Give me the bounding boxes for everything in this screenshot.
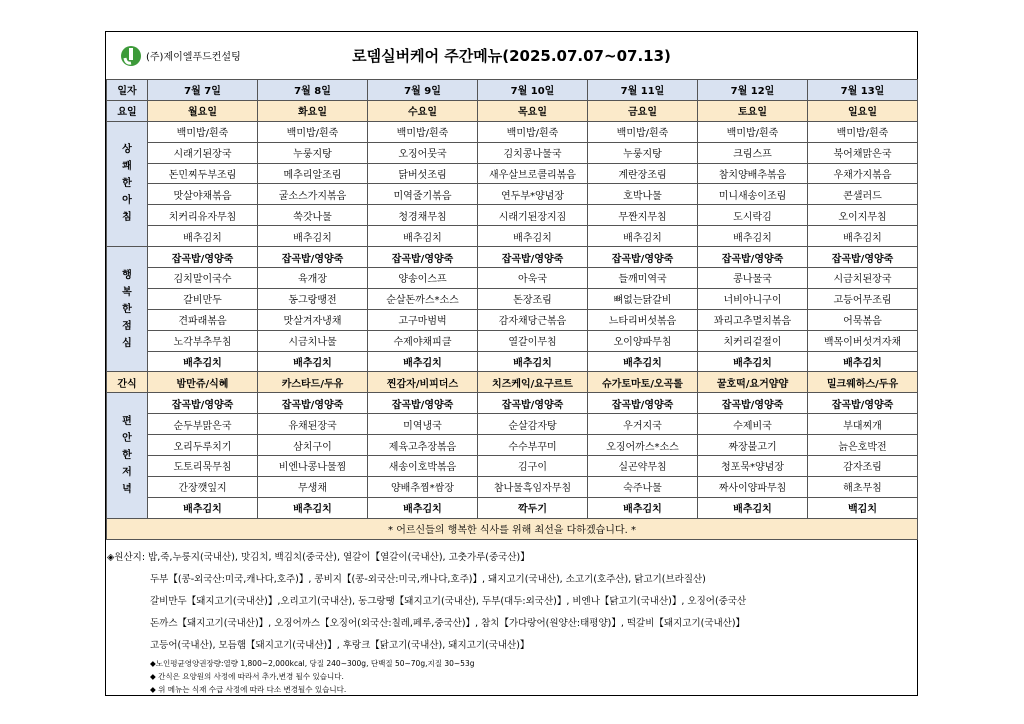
menu-item: 잡곡밥/영양죽 [368, 247, 478, 268]
menu-item: 치커리유자무침 [148, 205, 258, 226]
day-cell: 목요일 [478, 100, 588, 121]
menu-item: 잡곡밥/영양죽 [698, 393, 808, 414]
menu-sheet [105, 31, 918, 696]
menu-item: 백미밥/흰죽 [368, 121, 478, 142]
snack-item: 치즈케익/요구르트 [478, 372, 588, 393]
menu-item: 도토리묵무침 [148, 456, 258, 477]
menu-item: 양배추찜*쌈장 [368, 476, 478, 497]
menu-item: 잡곡밥/영양죽 [588, 393, 698, 414]
menu-item: 미니새송이조림 [698, 184, 808, 205]
menu-item: 들깨미역국 [588, 268, 698, 289]
menu-item: 오리두루치기 [148, 435, 258, 456]
meal-label-char: 상 [122, 144, 132, 156]
menu-item: 참치양배추볶음 [698, 163, 808, 184]
menu-item: 굴소스가지볶음 [258, 184, 368, 205]
menu-item: 노각부추무침 [148, 330, 258, 351]
menu-item: 돈민찌두부조림 [148, 163, 258, 184]
date-label: 일자 [107, 80, 148, 101]
day-cell: 화요일 [258, 100, 368, 121]
menu-item: 유채된장국 [258, 414, 368, 435]
meal-label-char: 쾌 [122, 161, 132, 173]
menu-item: 콩나물국 [698, 268, 808, 289]
menu-item: 잡곡밥/영양죽 [808, 247, 918, 268]
menu-item: 동그랑땡전 [258, 288, 368, 309]
menu-item: 미역냉국 [368, 414, 478, 435]
day-cell: 월요일 [148, 100, 258, 121]
origin-line: 고등어(국내산), 모듬햄【돼지고기(국내산)】, 후랑크【닭고기(국내산), 돼지고기(국내산)】 [150, 640, 530, 651]
menu-item: 배추김치 [258, 351, 368, 372]
meal-label-char: 점 [122, 320, 132, 332]
origin-line: 갈비만두【돼지고기(국내산)】,오리고기(국내산), 동그랑땡【돼지고기(국내산), 두부(대두:외국산)】, 비엔나【닭고기(국내산)】, 오징어(중국산 [150, 596, 747, 607]
menu-item: 느타리버섯볶음 [588, 309, 698, 330]
menu-item: 배추김치 [588, 226, 698, 247]
menu-item: 청경채무침 [368, 205, 478, 226]
menu-item: 배추김치 [148, 497, 258, 518]
menu-note: * 어르신들의 행복한 식사를 위해 최선을 다하겠습니다. * [107, 518, 918, 539]
menu-item: 돈장조림 [478, 288, 588, 309]
menu-item: 무생채 [258, 476, 368, 497]
meal-label-char: 저 [122, 467, 132, 479]
menu-item: 백미밥/흰죽 [258, 121, 368, 142]
snack-item: 카스타드/두유 [258, 372, 368, 393]
menu-item: 배추김치 [808, 226, 918, 247]
menu-item: 잡곡밥/영양죽 [478, 393, 588, 414]
change-note: ◆ 위 메뉴는 식재 수급 사정에 따라 다소 변경될수 있습니다. [150, 685, 347, 694]
menu-item: 제육고추장볶음 [368, 435, 478, 456]
meal-label-char: 녁 [122, 484, 132, 496]
date-cell: 7월 9일 [368, 80, 478, 101]
menu-item: 수수부꾸미 [478, 435, 588, 456]
menu-item: 짜장불고기 [698, 435, 808, 456]
dinner-label [107, 393, 148, 518]
origin-line: 돈까스【돼지고기(국내산)】, 오징어까스【오징어(외국산:칠레,페루,중국산)】, 참치【가다랑어(원양산:태평양)】, 떡갈비【돼지고기(국내산)】 [150, 618, 746, 629]
company-name: (주)제이엘푸드컨설팅 [146, 52, 241, 63]
menu-item: 크림스프 [698, 142, 808, 163]
menu-item: 백미밥/흰죽 [698, 121, 808, 142]
menu-item: 너비아니구이 [698, 288, 808, 309]
menu-item: 배추김치 [478, 351, 588, 372]
menu-item: 배추김치 [368, 351, 478, 372]
breakfast-label [107, 121, 148, 246]
menu-item: 감자조림 [808, 456, 918, 477]
menu-item: 잡곡밥/영양죽 [148, 247, 258, 268]
date-cell: 7월 11일 [588, 80, 698, 101]
menu-item: 배추김치 [368, 497, 478, 518]
menu-item: 치커리겉절이 [698, 330, 808, 351]
meal-label-char: 심 [122, 337, 132, 349]
date-cell: 7월 10일 [478, 80, 588, 101]
menu-item: 양송이스프 [368, 268, 478, 289]
menu-item: 해초무침 [808, 476, 918, 497]
menu-item: 깍두기 [478, 497, 588, 518]
menu-item: 순두부맑은국 [148, 414, 258, 435]
menu-item: 시래기된장지짐 [478, 205, 588, 226]
menu-item: 잡곡밥/영양죽 [368, 393, 478, 414]
menu-item: 누룽지탕 [258, 142, 368, 163]
origin-line: ◈원산지: 밥,죽,누룽지(국내산), 맛김치, 백김치(중국산), 열갈이【열갈이(국내산), 고춧가루(중국산)】 [107, 552, 530, 563]
nutrition-note: ◆노인평균영양권장량:열량 1,800~2,000kcal, 당질 240~300g, 단백질 50~70g,지질 30~53g [150, 659, 475, 668]
menu-item: 잡곡밥/영양죽 [588, 247, 698, 268]
menu-item: 북어채맑은국 [808, 142, 918, 163]
menu-item: 무짠지무침 [588, 205, 698, 226]
menu-item: 짜사이양파무침 [698, 476, 808, 497]
meal-label-char: 편 [122, 416, 132, 428]
menu-item: 부대찌개 [808, 414, 918, 435]
menu-item: 수제비국 [698, 414, 808, 435]
menu-item: 순살감자탕 [478, 414, 588, 435]
menu-item: 백목이버섯겨자채 [808, 330, 918, 351]
menu-item: 계란장조림 [588, 163, 698, 184]
menu-item: 삼치구이 [258, 435, 368, 456]
menu-item: 김치말이국수 [148, 268, 258, 289]
menu-item: 갈비만두 [148, 288, 258, 309]
menu-item: 백미밥/흰죽 [588, 121, 698, 142]
sheet-header [106, 32, 917, 79]
menu-item: 간장깻잎지 [148, 476, 258, 497]
meal-label-char: 복 [122, 286, 132, 298]
meal-label-char: 안 [122, 433, 132, 445]
menu-item: 잡곡밥/영양죽 [698, 247, 808, 268]
menu-item: 배추김치 [148, 226, 258, 247]
menu-item: 수제야채피클 [368, 330, 478, 351]
menu-item: 잡곡밥/영양죽 [808, 393, 918, 414]
meal-label-char: 한 [122, 178, 132, 190]
menu-item: 닭버섯조림 [368, 163, 478, 184]
date-cell: 7월 7일 [148, 80, 258, 101]
menu-item: 배추김치 [258, 226, 368, 247]
snack-item: 슈가토마토/오곡롤 [588, 372, 698, 393]
day-cell: 금요일 [588, 100, 698, 121]
menu-item: 꽈리고추멸치볶음 [698, 309, 808, 330]
menu-item: 배추김치 [698, 226, 808, 247]
menu-item: 김치콩나물국 [478, 142, 588, 163]
menu-item: 새우살브로콜리볶음 [478, 163, 588, 184]
menu-item: 연두부*양념장 [478, 184, 588, 205]
menu-item: 참나물흑임자무침 [478, 476, 588, 497]
menu-item: 오이양파무침 [588, 330, 698, 351]
page-title: 로뎀실버케어 주간메뉴(2025.07.07~07.13) [352, 47, 671, 65]
snack-item: 찐감자/비피더스 [368, 372, 478, 393]
snack-item: 꿀호떡/요거얌얌 [698, 372, 808, 393]
day-cell: 수요일 [368, 100, 478, 121]
menu-item: 김구이 [478, 456, 588, 477]
menu-item: 견파래볶음 [148, 309, 258, 330]
menu-item: 도시락김 [698, 205, 808, 226]
menu-item: 잡곡밥/영양죽 [478, 247, 588, 268]
menu-item: 늙은호박전 [808, 435, 918, 456]
menu-item: 백김치 [808, 497, 918, 518]
menu-item: 순살돈까스*소스 [368, 288, 478, 309]
meal-label-char: 행 [122, 269, 132, 281]
menu-item: 청포묵*양념장 [698, 456, 808, 477]
menu-item: 배추김치 [698, 497, 808, 518]
meal-label-char: 한 [122, 303, 132, 315]
snack-label: 간식 [107, 372, 148, 393]
meal-label-char: 아 [122, 195, 132, 207]
menu-item: 비엔나콩나물찜 [258, 456, 368, 477]
menu-item: 아욱국 [478, 268, 588, 289]
day-cell: 토요일 [698, 100, 808, 121]
menu-item: 시금치된장국 [808, 268, 918, 289]
menu-item: 우채가지볶음 [808, 163, 918, 184]
meal-label-char: 한 [122, 450, 132, 462]
menu-item: 실곤약무침 [588, 456, 698, 477]
date-cell: 7월 13일 [808, 80, 918, 101]
menu-item: 고구마범벅 [368, 309, 478, 330]
menu-item: 숙주나물 [588, 476, 698, 497]
menu-item: 잡곡밥/영양죽 [148, 393, 258, 414]
menu-item: 어묵볶음 [808, 309, 918, 330]
date-cell: 7월 8일 [258, 80, 368, 101]
snack-item: 밀크웨하스/두유 [808, 372, 918, 393]
menu-item: 메추리알조림 [258, 163, 368, 184]
snack-note: ◆ 간식은 요양원의 사정에 따라서 추가,변경 될수 있습니다. [150, 672, 344, 681]
menu-item: 콘샐러드 [808, 184, 918, 205]
menu-item: 배추김치 [368, 226, 478, 247]
snack-item: 밤만쥬/식혜 [148, 372, 258, 393]
menu-item: 열갈이무침 [478, 330, 588, 351]
menu-item: 배추김치 [478, 226, 588, 247]
menu-item: 시래기된장국 [148, 142, 258, 163]
menu-item: 배추김치 [258, 497, 368, 518]
lunch-label [107, 247, 148, 372]
menu-item: 백미밥/흰죽 [148, 121, 258, 142]
menu-item: 백미밥/흰죽 [478, 121, 588, 142]
menu-item: 시금치나물 [258, 330, 368, 351]
menu-item: 배추김치 [148, 351, 258, 372]
weekly-menu-table [106, 79, 918, 540]
menu-item: 뼈없는닭갈비 [588, 288, 698, 309]
menu-item: 미역줄기볶음 [368, 184, 478, 205]
menu-item: 맛살겨자냉채 [258, 309, 368, 330]
menu-item: 쑥갓나물 [258, 205, 368, 226]
menu-item: 오징어까스*소스 [588, 435, 698, 456]
menu-item: 잡곡밥/영양죽 [258, 393, 368, 414]
menu-item: 잡곡밥/영양죽 [258, 247, 368, 268]
origin-line: 두부【(콩-외국산:미국,캐나다,호주)】, 콩비지【(콩-외국산:미국,캐나다,호주)】, 돼지고기(국내산), 소고기(호주산), 닭고기(브라질산) [150, 574, 706, 585]
menu-item: 새송이호박볶음 [368, 456, 478, 477]
menu-item: 감자채당근볶음 [478, 309, 588, 330]
menu-item: 배추김치 [588, 351, 698, 372]
menu-item: 맛살야채볶음 [148, 184, 258, 205]
meal-label-char: 침 [122, 212, 132, 224]
menu-item: 오징어뭇국 [368, 142, 478, 163]
menu-item: 누룽지탕 [588, 142, 698, 163]
menu-item: 우거지국 [588, 414, 698, 435]
menu-item: 배추김치 [698, 351, 808, 372]
menu-item: 고등어무조림 [808, 288, 918, 309]
menu-item: 육개장 [258, 268, 368, 289]
menu-item: 오이지무침 [808, 205, 918, 226]
menu-item: 호박나물 [588, 184, 698, 205]
day-cell: 일요일 [808, 100, 918, 121]
menu-item: 백미밥/흰죽 [808, 121, 918, 142]
day-label: 요일 [107, 100, 148, 121]
menu-item: 배추김치 [588, 497, 698, 518]
date-cell: 7월 12일 [698, 80, 808, 101]
menu-item: 배추김치 [808, 351, 918, 372]
